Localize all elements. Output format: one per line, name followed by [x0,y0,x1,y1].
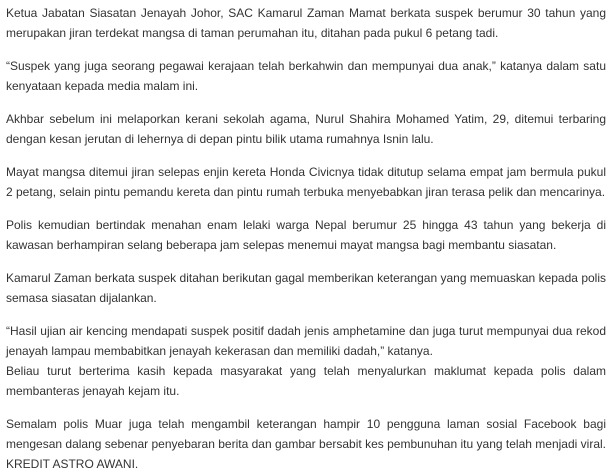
paragraph-urine-test: “Hasil ujian air kencing mendapati suspek positif dadah jenis amphetamine dan juga turut mempunyai dua rekod jenayah lampau membabitkan jenayah kekerasan dan memiliki dadah,” katanya. [6,324,606,358]
paragraph-victim-found: Akhbar sebelum ini melaporkan kerani sekolah agama, Nurul Shahira Mohamed Yatim, 29, ditemui terbaring dengan kesan jerutan di lehernya di depan pintu bilik utama rumahnya Isnin lalu. [6,112,606,146]
paragraph-suspect-arrest: Ketua Jabatan Siasatan Jenayah Johor, SAC Kamarul Zaman Mamat berkata suspek berumur 30 tahun yang merupakan jiran terdekat mangsa di taman perumahan itu, ditahan pada pukul 6 petang tadi. [6,6,606,40]
paragraph-nepal-detainees: Polis kemudian bertindak menahan enam lelaki warga Nepal berumur 25 hingga 43 tahun yang bekerja di kawasan berhampiran selang beberapa jam selepas menemui mayat mangsa bagi membantu siasatan. [6,218,606,252]
paragraph-suspect-profile: “Suspek yang juga seorang pegawai kerajaan telah berkahwin dan mempunyai dua anak,” katanya dalam satu kenyataan kepada media malam ini. [6,59,606,93]
paragraph-thanks-public: Beliau turut berterima kasih kepada masyarakat yang telah menyalurkan maklumat kepada polis dalam membanteras jenayah kejam itu. [6,364,606,398]
paragraph-body-discovery: Mayat mangsa ditemui jiran selepas enjin kereta Honda Civicnya tidak ditutup selama empat jam bermula pukul 2 petang, selain pintu pemandu kereta dan pintu rumah terbuka menyebabkan jiran terasa pelik dan mencarinya. [6,165,606,199]
paragraph-facebook-probe: Semalam polis Muar juga telah mengambil keterangan hampir 10 pengguna laman sosial Facebook bagi mengesan dalang sebenar penyebaran berita dan gambar bersabit kes pembunuhan itu yang telah menjadi viral. KREDIT ASTRO AWANI. [6,417,606,471]
paragraph-detention-reason: Kamarul Zaman berkata suspek ditahan berikutan gagal memberikan keterangan yang memuaskan kepada polis semasa siasatan dijalankan. [6,271,606,305]
